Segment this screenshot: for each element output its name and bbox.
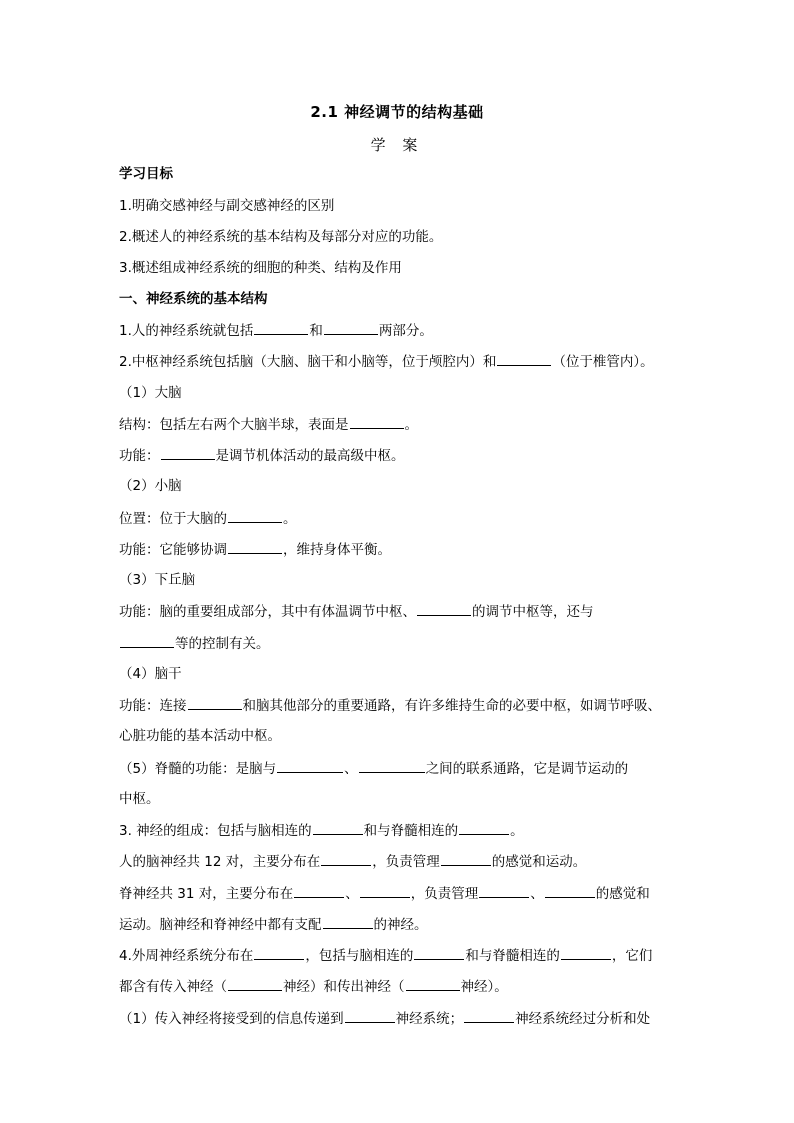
question-line (119, 602, 594, 621)
question-text: 都含有传入神经（ (119, 979, 227, 995)
question-text: 运动。脑神经和脊神经中都有支配 (119, 917, 322, 933)
question-text: 的神经。 (373, 917, 428, 933)
answer-blank[interactable] (545, 884, 595, 898)
answer-blank[interactable] (441, 852, 491, 866)
question-text: 功能：连接 (119, 698, 187, 714)
subsection-heading: （4）脑干 (119, 666, 182, 682)
question-text: 和 (309, 323, 323, 339)
question-text: ，维持身体平衡。 (283, 542, 391, 558)
question-text: 人的脑神经共 12 对，主要分布在 (119, 854, 321, 870)
question-line (119, 977, 508, 996)
question-line (119, 321, 433, 340)
answer-blank[interactable] (406, 977, 460, 991)
answer-blank[interactable] (277, 759, 343, 773)
objective-item: 2.概述人的神经系统的基本结构及每部分对应的功能。 (119, 229, 443, 245)
question-text: 和脑其他部分的重要通路，有许多维持生命的必要中枢，如调节呼吸、 (242, 698, 661, 714)
subsection-heading: （3）下丘脑 (119, 572, 196, 588)
question-text: 脊神经共 31 对，主要分布在 (119, 886, 294, 902)
question-text: 和与脊髓相连的 (465, 948, 560, 964)
question-line (119, 821, 524, 840)
objective-item: 3.概述组成神经系统的细胞的种类、结构及作用 (119, 260, 402, 276)
answer-blank[interactable] (161, 446, 215, 460)
question-line (119, 946, 652, 965)
subsection-heading: （2）小脑 (119, 478, 182, 494)
answer-blank[interactable] (414, 946, 464, 960)
question-text: 神经系统经过分析和处 (515, 1011, 651, 1027)
question-text: 、 (345, 886, 359, 902)
answer-blank[interactable] (464, 1009, 514, 1023)
question-text: 4.外周神经系统分布在 (119, 948, 254, 964)
question-text: 位置：位于大脑的 (119, 511, 227, 527)
question-text: 结构：包括左右两个大脑半球，表面是 (119, 417, 349, 433)
question-line (119, 759, 628, 778)
answer-blank[interactable] (313, 821, 363, 835)
question-text: （位于椎管内）。 (552, 354, 654, 370)
answer-blank[interactable] (228, 540, 282, 554)
question-text: 神经系统； (395, 1011, 464, 1027)
question-line (119, 884, 650, 903)
answer-blank[interactable] (228, 977, 282, 991)
question-line (119, 915, 428, 934)
question-line (119, 696, 661, 715)
objective-item: 1.明确交感神经与副交感神经的区别 (119, 198, 335, 214)
answer-blank[interactable] (228, 509, 282, 523)
question-text: 2.中枢神经系统包括脑（大脑、脑干和小脑等，位于颅腔内）和 (119, 354, 497, 370)
question-text: 功能：脑的重要组成部分，其中有体温调节中枢、 (119, 604, 416, 620)
question-text: 3. 神经的组成：包括与脑相连的 (119, 823, 312, 839)
section-heading: 一、神经系统的基本结构 (119, 291, 268, 307)
question-text: 。 (283, 511, 297, 527)
question-text: 功能：它能够协调 (119, 542, 227, 558)
objectives-heading: 学习目标 (119, 166, 173, 182)
question-line: 心脏功能的基本活动中枢。 (119, 728, 281, 744)
answer-blank[interactable] (324, 321, 378, 335)
question-line (119, 509, 297, 528)
answer-blank[interactable] (479, 884, 529, 898)
answer-blank[interactable] (350, 415, 404, 429)
answer-blank[interactable] (345, 1009, 395, 1023)
answer-blank[interactable] (321, 852, 371, 866)
question-line (119, 852, 586, 871)
answer-blank[interactable] (417, 602, 471, 616)
answer-blank[interactable] (294, 884, 344, 898)
question-text: 两部分。 (378, 323, 433, 339)
question-text: 。 (404, 417, 418, 433)
answer-blank[interactable] (254, 946, 304, 960)
question-text: 的感觉和 (595, 886, 650, 902)
question-line (119, 415, 418, 434)
question-line (119, 634, 270, 653)
question-text: ，它们 (611, 948, 653, 964)
question-text: 。 (510, 823, 524, 839)
question-line (119, 446, 405, 465)
answer-blank[interactable] (323, 915, 373, 929)
question-text: 的调节中枢等，还与 (472, 604, 594, 620)
question-text: ，负责管理 (372, 854, 440, 870)
question-line (119, 1009, 650, 1028)
answer-blank[interactable] (561, 946, 611, 960)
question-text: 功能： (119, 448, 160, 464)
question-text: 的感觉和运动。 (491, 854, 587, 870)
answer-blank[interactable] (360, 884, 410, 898)
answer-blank[interactable] (497, 352, 551, 366)
subsection-heading: （1）大脑 (119, 385, 182, 401)
page-subtitle: 学 案 (370, 136, 424, 154)
question-text: 之间的联系通路，它是调节运动的 (425, 761, 629, 777)
question-line (119, 352, 654, 371)
answer-blank[interactable] (459, 821, 509, 835)
answer-blank[interactable] (254, 321, 308, 335)
answer-blank[interactable] (120, 634, 174, 648)
answer-blank[interactable] (359, 759, 425, 773)
question-text: 、 (530, 886, 544, 902)
question-text: ，包括与脑相连的 (305, 948, 414, 964)
question-text: 、 (344, 761, 358, 777)
question-line: 中枢。 (119, 791, 160, 807)
question-line (119, 540, 391, 559)
question-text: 神经）。 (460, 979, 508, 995)
question-text: （5）脊髓的功能：是脑与 (119, 761, 277, 777)
question-text: 1.人的神经系统就包括 (119, 323, 254, 339)
page-title: 2.1 神经调节的结构基础 (310, 103, 484, 121)
answer-blank[interactable] (188, 696, 242, 710)
question-text: 是调节机体活动的最高级中枢。 (215, 448, 405, 464)
question-text: （1）传入神经将接受到的信息传递到 (119, 1011, 344, 1027)
question-text: ，负责管理 (410, 886, 479, 902)
question-text: 神经）和传出神经（ (283, 979, 405, 995)
question-text: 和与脊髓相连的 (363, 823, 459, 839)
question-text: 等的控制有关。 (175, 636, 270, 652)
